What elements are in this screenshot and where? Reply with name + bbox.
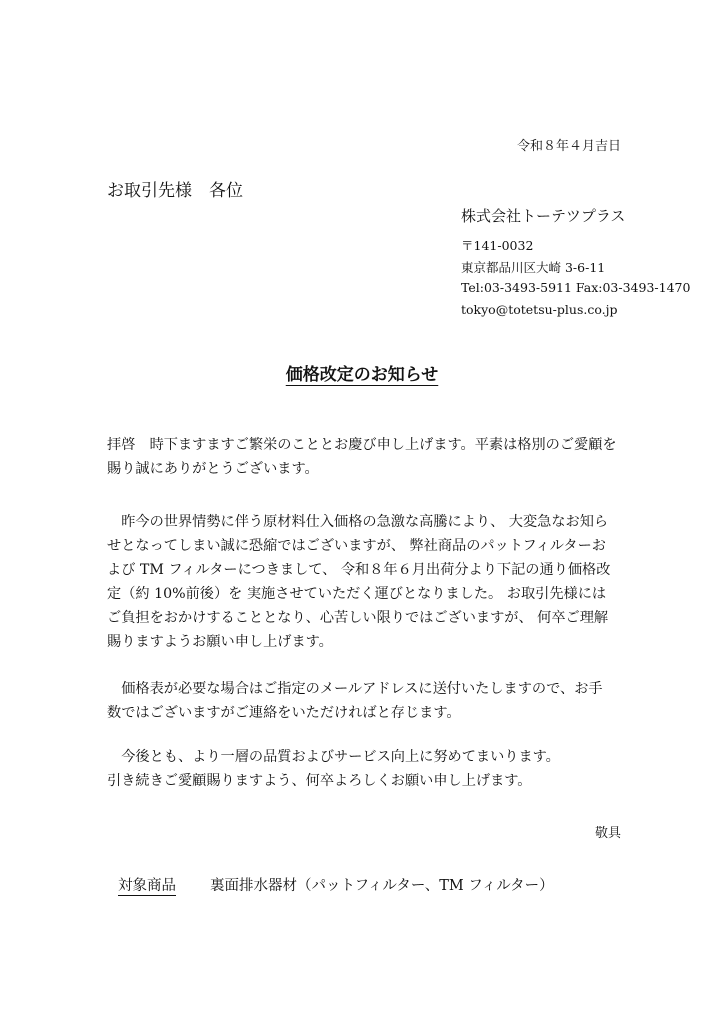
document-title: 価格改定のお知らせ xyxy=(285,365,439,385)
paragraph-line: 今後とも、より一層の品質およびサービス向上に努めてまいります。 xyxy=(107,749,560,765)
target-products-value: 裏面排水器材（パットフィルター、TM フィルター） xyxy=(210,878,554,894)
paragraph-line: 賜りますようお願い申し上げます。 xyxy=(107,634,333,650)
paragraph-line: 価格表が必要な場合はご指定のメールアドレスに送付いたしますので、お手 xyxy=(107,681,603,697)
paragraph-line: 定（約 10%前後）を 実施させていただく運びとなりました。 お取引先様には xyxy=(107,586,607,602)
paragraph-line: せとなってしまい誠に恐縮ではございますが、 弊社商品のパットフィルターお xyxy=(107,538,606,554)
closing-remark: 敬具 xyxy=(594,826,621,841)
sender-email: tokyo@totetsu-plus.co.jp xyxy=(461,302,618,317)
paragraph-line: 拝啓 時下ますますご繁栄のこととお慶び申し上げます。平素は格別のご愛顧を xyxy=(107,437,617,453)
paragraph-line: 引き続きご愛顧賜りますよう、何卒よろしくお願い申し上げます。 xyxy=(107,773,532,789)
paragraph-price-list xyxy=(107,677,627,725)
sender-tel-fax: Tel:03-3493-5911 Fax:03-3493-1470 xyxy=(461,280,691,295)
paragraph-line: 数ではございますがご連絡をいただければと存じます。 xyxy=(107,705,461,721)
paragraph-line: 昨今の世界情勢に伴う原材料仕入価格の急激な高騰により、 大変急なお知ら xyxy=(107,514,609,530)
paragraph-line: ご負担をおかけすることとなり、心苦しい限りではございますが、 何卒ご理解 xyxy=(107,610,609,626)
target-products-label: 対象商品 xyxy=(118,878,176,894)
document-date: 令和８年４月吉日 xyxy=(516,139,621,154)
addressee: お取引先様 各位 xyxy=(107,181,243,201)
paragraph-price-revision xyxy=(107,510,627,654)
sender-postal-code: 〒141-0032 xyxy=(461,238,534,253)
paragraph-line: よび TM フィルターにつきまして、 令和８年６月出荷分より下記の通り価格改 xyxy=(107,562,611,578)
sender-address: 東京都品川区大崎 3-6-11 xyxy=(461,260,606,275)
paragraph-greeting xyxy=(107,433,627,481)
paragraph-line: 賜り誠にありがとうございます。 xyxy=(107,461,319,477)
paragraph-regards xyxy=(107,745,627,793)
document-title-block xyxy=(0,360,724,385)
sender-company: 株式会社トーテツプラス xyxy=(461,207,626,225)
